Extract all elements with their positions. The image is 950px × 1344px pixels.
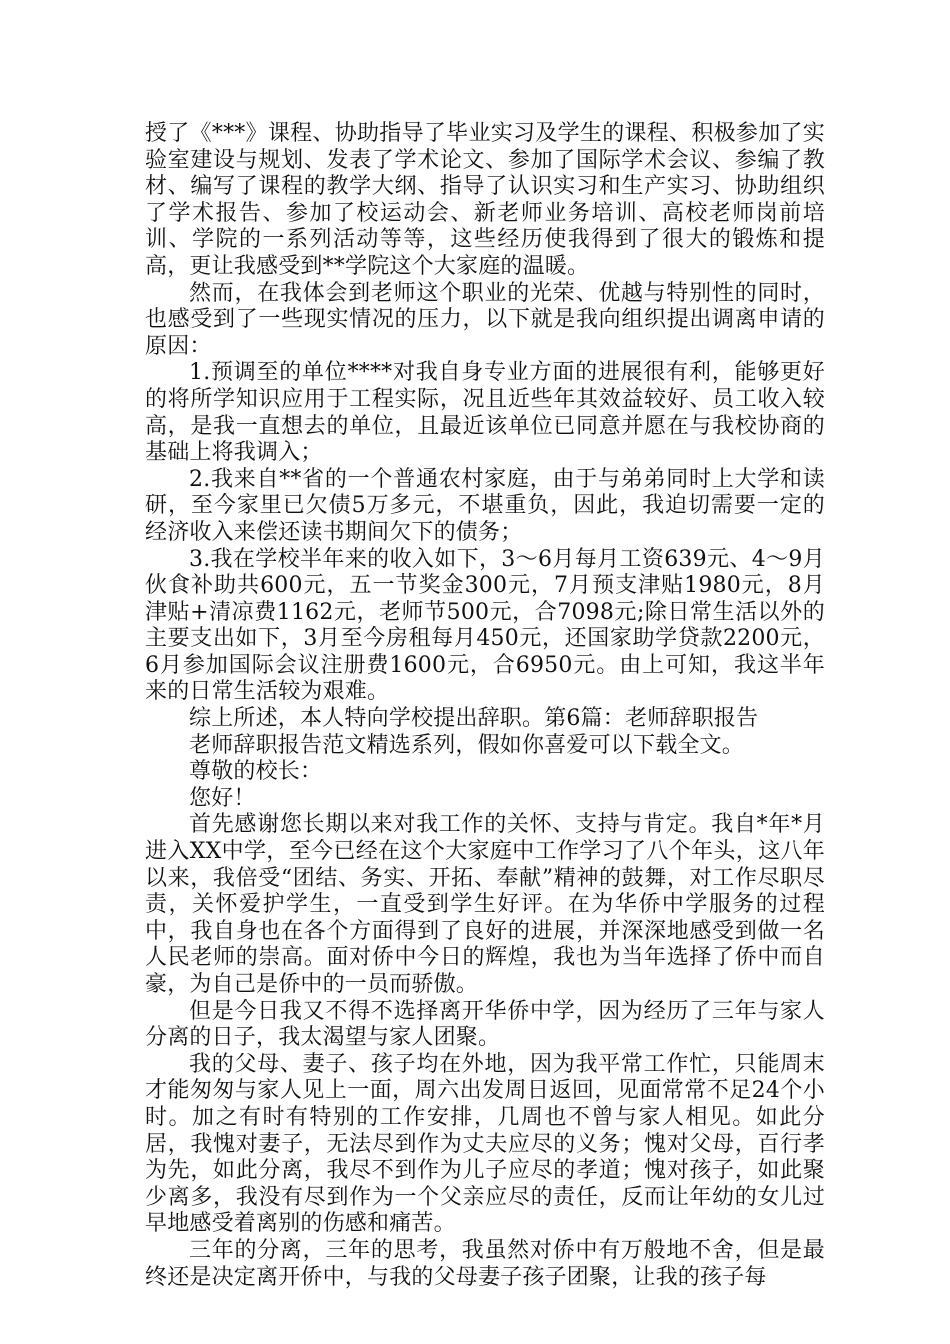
paragraph-13: 三年的分离，三年的思考，我虽然对侨中有万般地不舍，但是最终还是决定离开侨中，与我的父母妻子孩子团聚，让我的孩子每: [145, 1237, 825, 1290]
greeting: 您好！: [189, 785, 256, 811]
paragraph-7: 老师辞职报告范文精选系列，假如你喜爱可以下载全文。: [189, 732, 745, 758]
paragraph-2: 然而，在我体会到老师这个职业的光荣、优越与特别性的同时，也感受到了一些现实情况的压力，以下就是我向组织提出调离申请的原因：: [145, 280, 825, 359]
paragraph-11: 但是今日我又不得不选择离开华侨中学，因为经历了三年与家人分离的日子，我太渴望与家人团聚。: [145, 998, 825, 1051]
paragraph-10: 首先感谢您长期以来对我工作的关怀、支持与肯定。我自*年*月进入XX中学，至今已经在这个大家庭中工作学习了八个年头，这八年以来，我倍受“团结、务实、开拓、奉献”精神的鼓舞，对工作尽职尽责，关怀爱护学生，一直受到学生好评。在为华侨中学服务的过程中，我自身也在各个方面得到了良好的进展，并深深地感受到做一名人民老师的崇高。面对侨中今日的辉煌，我也为当年选择了侨中而自豪，为自己是侨中的一员而骄傲。: [145, 812, 825, 997]
paragraph-3: 1.预调至的单位****对我自身专业方面的进展很有利，能够更好的将所学知识应用于工程实际，况且近些年其效益较好、员工收入较高，是我一直想去的单位，且最近该单位已同意并愿在与我校协商的基础上将我调入；: [145, 360, 825, 466]
paragraph-12: 我的父母、妻子、孩子均在外地，因为我平常工作忙，只能周末才能匆匆与家人见上一面，周六出发周日返回，见面常常不足24个小时。加之有时有特别的工作安排，几周也不曾与家人相见。如此分居，我愧对妻子，无法尽到作为丈夫应尽的义务；愧对父母，百行孝为先，如此分离，我尽不到作为儿子应尽的孝道；愧对孩子，如此聚少离多，我没有尽到作为一个父亲应尽的责任，反而让年幼的女儿过早地感受着离别的伤感和痛苦。: [145, 1051, 825, 1237]
salutation: 尊敬的校长：: [189, 759, 323, 785]
paragraph-6: 综上所述，本人特向学校提出辞职。第6篇：老师辞职报告: [189, 706, 759, 732]
paragraph-5: 3.我在学校半年来的收入如下，3～6月每月工资639元、4～9月伙食补助共600元，五一节奖金300元，7月预支津贴1980元，8月津贴+清凉费1162元，老师节500元，合7098元;除日常生活以外的主要支出如下，3月至今房租每月450元，还国家助学贷款2200元，6月参加国际会议注册费1600元，合6950元。由上可知，我这半年来的日常生活较为艰难。: [145, 546, 825, 705]
document-body: [145, 121, 825, 1291]
paragraph-1: 授了《***》课程、协助指导了毕业实习及学生的课程、积极参加了实验室建设与规划、发表了学术论文、参加了国际学术会议、参编了教材、编写了课程的教学大纲、指导了认识实习和生产实习、协助组织了学术报告、参加了校运动会、新老师业务培训、高校老师岗前培训、学院的一系列活动等等，这些经历使我得到了很大的锻炼和提高，更让我感受到**学院这个大家庭的温暖。: [145, 121, 825, 279]
paragraph-4: 2.我来自**省的一个普通农村家庭，由于与弟弟同时上大学和读研，至今家里已欠债5万多元，不堪重负，因此，我迫切需要一定的经济收入来偿还读书期间欠下的债务；: [145, 466, 825, 545]
